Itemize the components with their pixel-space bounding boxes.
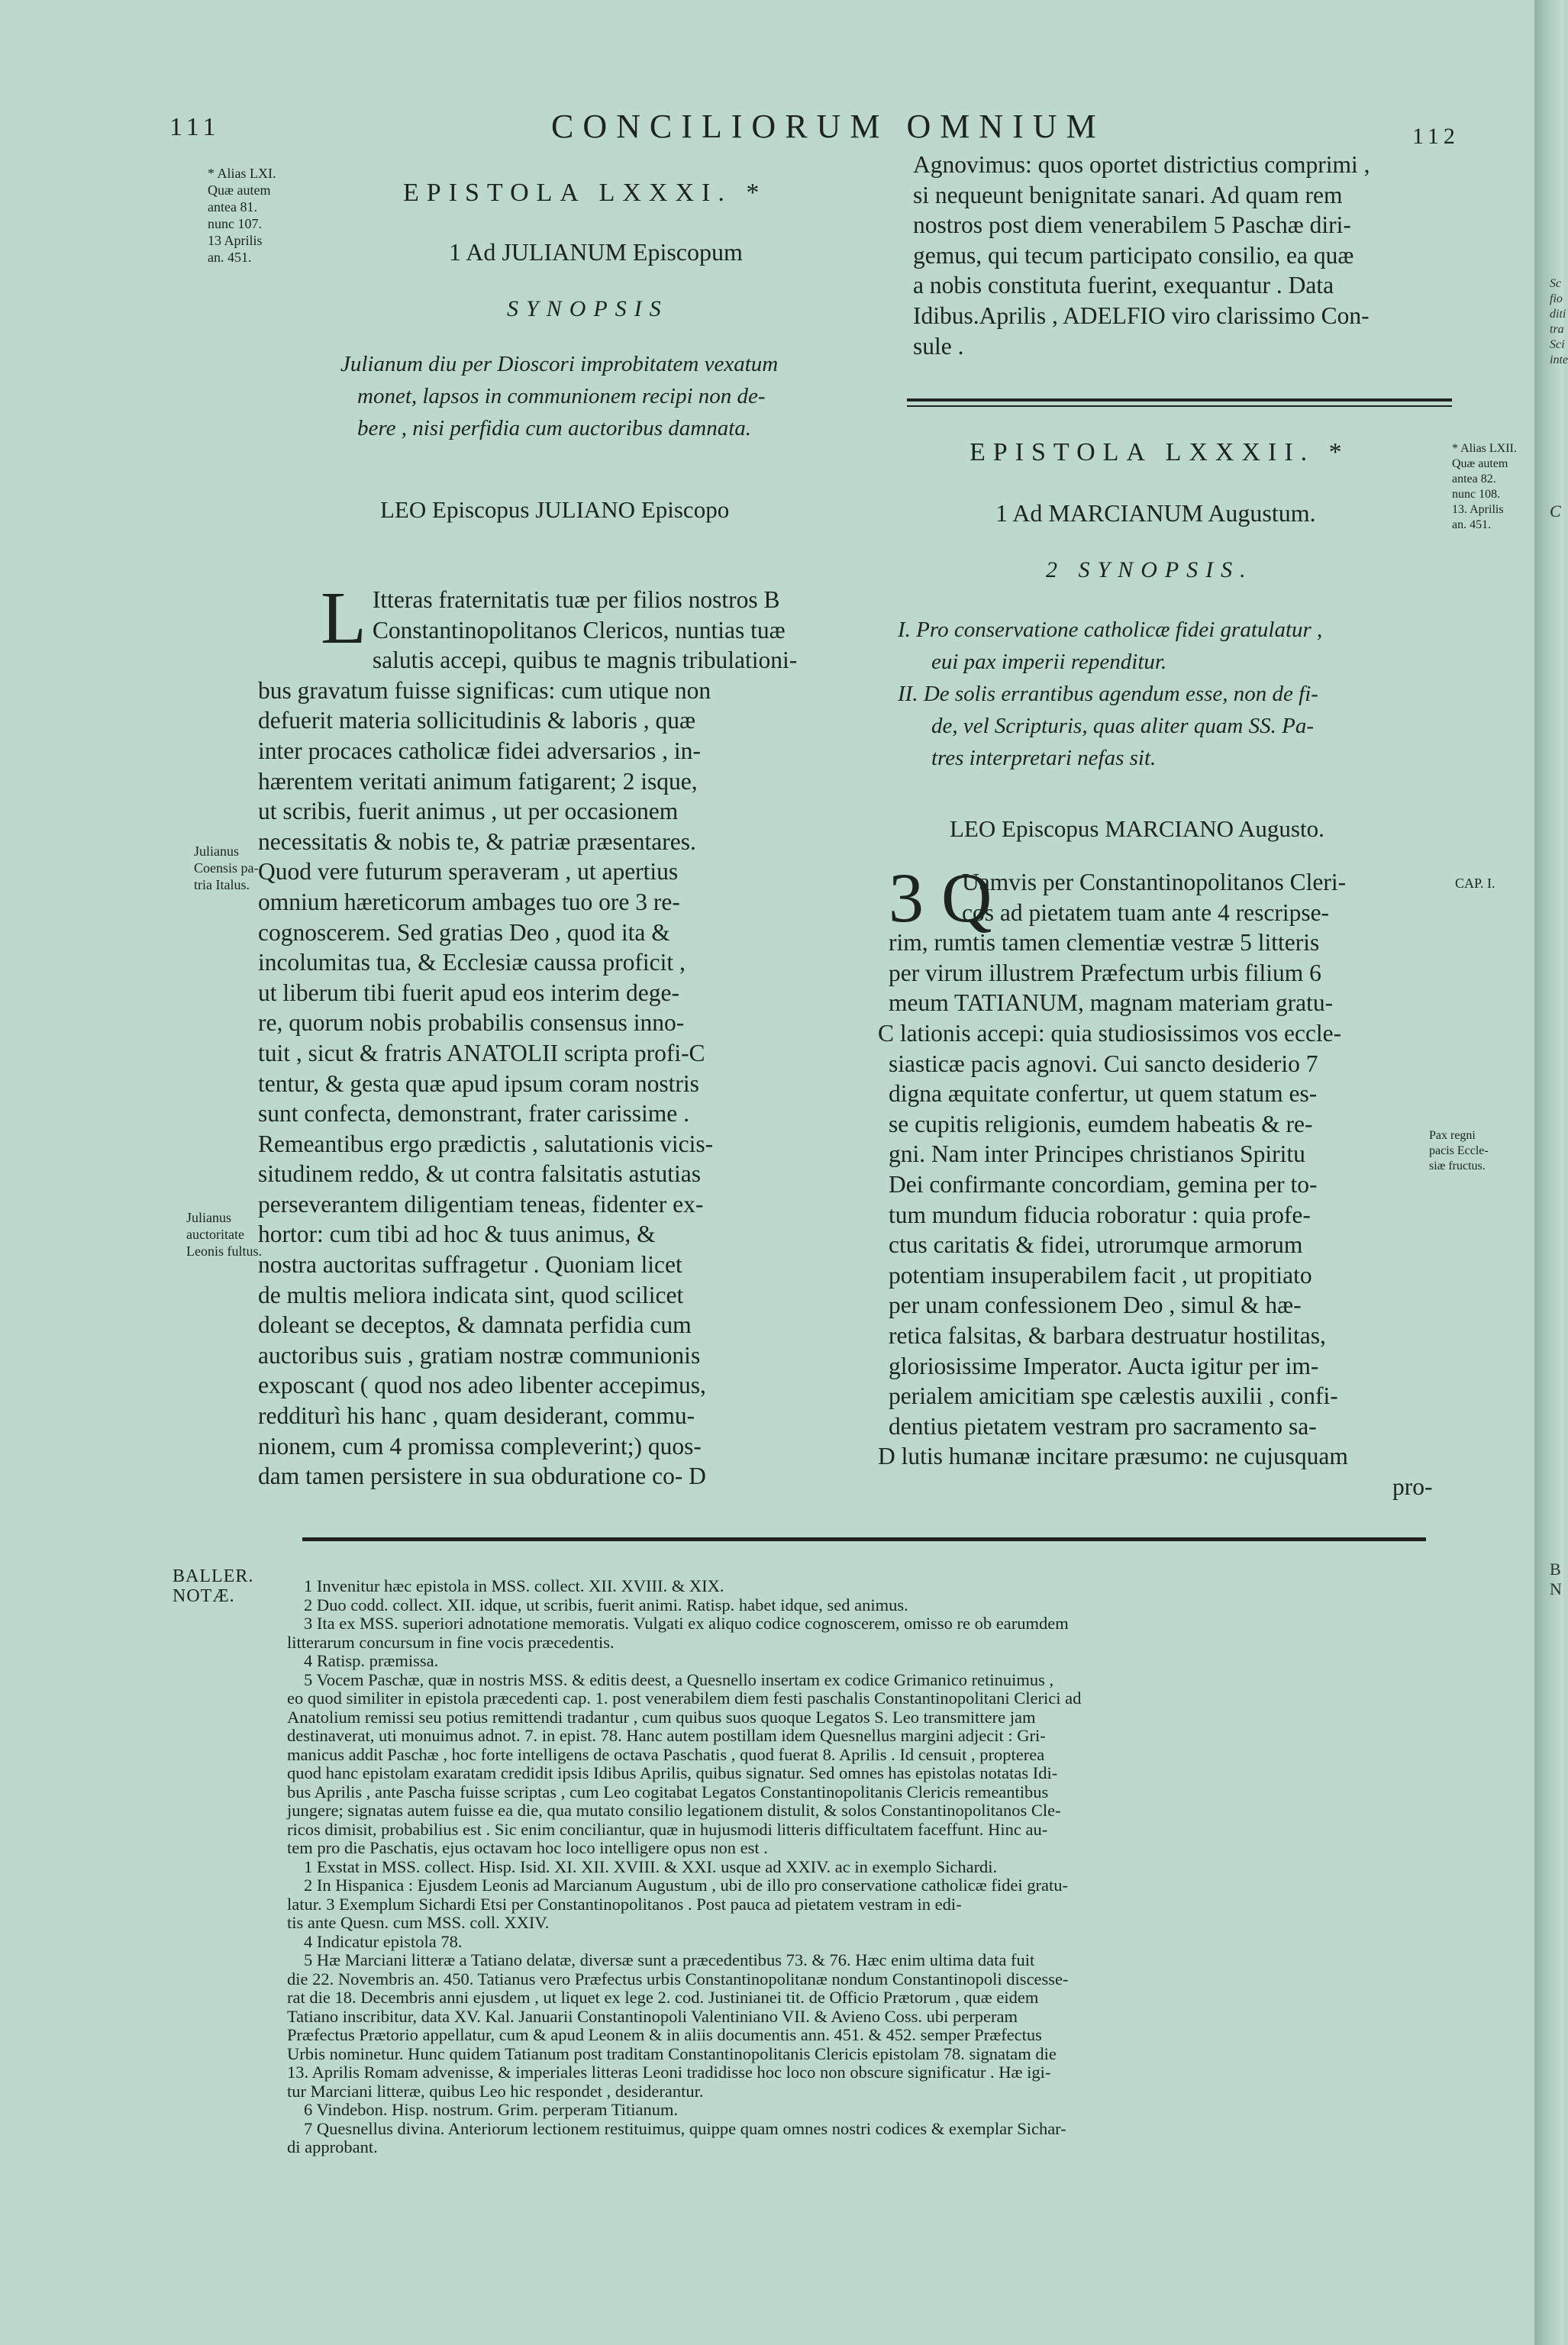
margin-note-julianus-fultus: Julianus auctoritate Leonis fultus. bbox=[186, 1210, 262, 1259]
note-line: 2 In Hispanica : Ejusdem Leonis ad Marcianum Augustum , ubi de illo pro conservatione catholicæ fidei gratu- bbox=[304, 1876, 1069, 1895]
note-line: manicus addit Paschæ , hoc forte intelligens de octava Paschatis , quod fuerat 8. Aprilis . Id censuit , propterea bbox=[287, 1744, 1045, 1764]
epistle-82-greeting: LEO Episcopus MARCIANO Augusto. bbox=[950, 815, 1324, 842]
note-line: litterarum concursum in fine vocis præcedentis. bbox=[287, 1632, 615, 1652]
note-line: quod hanc epistolam exaratam credidit ipsis Idibus Aprilis, quibus signatur. Sed omnes has epistolas notatas Idi- bbox=[287, 1763, 1058, 1782]
note-line: jungere; signatas autem fuisse ea die, qua mutato consilio legationem distulit, & solos Constantinopolitanos Cle- bbox=[287, 1801, 1061, 1820]
note-line: 6 Vindebon. Hisp. nostrum. Grim. perperam Titianum. bbox=[304, 2100, 679, 2119]
facing-page-fragment: C bbox=[1550, 502, 1561, 521]
epistle-82-title: EPISTOLA LXXXII. * bbox=[970, 438, 1350, 466]
epistle-81-synopsis-title: SYNOPSIS bbox=[507, 296, 669, 321]
note-line: 13. Aprilis Romam advenisse, & imperiales litteras Leoni tradidisse hoc loco non obscure significatur . Hæ igi- bbox=[287, 2063, 1051, 2082]
note-line: Tatiano inscribitur, data XV. Kal. Januarii Constantinopoli Valentiniano VII. & Avieno Coss. ubi perperam bbox=[287, 2006, 1018, 2026]
facing-page-fragment: B bbox=[1550, 1560, 1561, 1579]
note-line: Urbis nominetur. Hunc quidem Tatianum post traditam Constantinopolitanis Clericis epistolam 78. signatam die bbox=[287, 2043, 1057, 2063]
note-line: bus Aprilis , ante Pascha fuisse scriptas , cum Leo cogitabat Legatos Constantinopolitanis Clericis remeantibus bbox=[287, 1782, 1049, 1801]
note-line: 7 Quesnellus divina. Anteriorum lectionem restituimus, quippe quam omnes nostri codices & exemplar Sichar- bbox=[304, 2118, 1066, 2138]
epistle-81-continuation: Agnovimus: quos oportet districtius comprimi , si nequeunt benignitate sanari. Ad quam rem nostros post diem venerabilem 5 Paschæ diri- gemus, qui tecum participato consilio, ea quæ a nobis constituta fuerint, exequantur . Data Idibus.Aprilis , ADELFIO viro clarissimo Con- sule . bbox=[913, 151, 1370, 360]
note-line: 4 Ratisp. præmissa. bbox=[304, 1651, 439, 1670]
note-line: 1 Invenitur hæc epistola in MSS. collect. XII. XVIII. & XIX. bbox=[304, 1576, 724, 1595]
note-line: 5 Vocem Paschæ, quæ in nostris MSS. & editis deest, a Quesnello insertam ex codice Grimanico retinuimus , bbox=[304, 1669, 1054, 1689]
note-line: Præfectus Prætorio appellatur, cum & apud Leonem & in aliis documentis ann. 451. & 452. semper Præfectus bbox=[287, 2025, 1042, 2044]
margin-note-epistle-81: * Alias LXI. Quæ autem antea 81. nunc 107. 13 Aprilis an. 451. bbox=[208, 166, 276, 265]
note-line: 3 Ita ex MSS. superiori adnotatione memoratis. Vulgati ex aliquo codice cognoscerem, omisso re ob earumdem bbox=[304, 1614, 1069, 1633]
section-divider-rule-thin bbox=[907, 405, 1452, 407]
note-line: rat die 18. Decembris anni ejusdem , ut liquet ex lege 2. cod. Justinianei tit. de Officio Prætorum , quæ eidem bbox=[287, 1988, 1039, 2007]
note-line: latur. 3 Exemplum Sichardi Etsi per Constantinopolitanos . Post pauca ad pietatem vestram in edi- bbox=[287, 1894, 962, 1914]
epistle-82-synopsis-title: 2 SYNOPSIS. bbox=[1046, 557, 1253, 582]
note-line: 1 Exstat in MSS. collect. Hisp. Isid. XI. XII. XVIII. & XXI. usque ad XXIV. ac in exemplo Sichardi. bbox=[304, 1856, 998, 1876]
facing-page-fragment: N bbox=[1550, 1579, 1562, 1598]
epistle-81-title: EPISTOLA LXXXI. * bbox=[403, 179, 767, 207]
epistle-82-addressee: 1 Ad MARCIANUM Augustum. bbox=[995, 499, 1316, 527]
margin-note-julianus-coensis: Julianus Coensis pa- tria Italus. bbox=[194, 843, 259, 892]
note-line: tur Marciani litteræ, quibus Leo hic respondet , desiderantur. bbox=[287, 2081, 704, 2101]
editor-notes bbox=[287, 1577, 1447, 2157]
margin-note-cap-1: CAP. I. bbox=[1455, 876, 1495, 891]
note-line: die 22. Novembris an. 450. Tatianus vero Præfectus urbis Constantinopolitanæ nondum Constantinopoli discesse- bbox=[287, 1969, 1069, 1989]
note-line: di approbant. bbox=[287, 2137, 378, 2156]
epistle-82-body: 3 Q Uamvis per Constantinopolitanos Cleri- cos ad pietatem tuam ante 4 rescripse- rim, rumtis tamen clementiæ vestræ 5 litteris per virum illustrem Præfectum urbis filium 6 meum TATIANUM, magnam materiam gratu- C lationis accepi: quia studiosissimos vos eccle- siasticæ pacis agnovi. Cui sancto desiderio 7 digna æquitate confertur, ut quem statum es- se cupitis religionis, eumdem habeatis & re- gni. Nam inter Principes christianos Spiritu Dei confirmante concordiam, gemina per to- tum mundum fiducia roboratur : quia profe- ctus caritatis & fidei, utrorumque armorum potentiam insuperabilem facit , ut propitiato per unam confessionem Deo , simul & hæ- retica falsitas, & barbara destruatur hostilitas, gloriosissime Imperator. Aucta igitur per im- perialem amicitiam spe cælestis auxilii , confi- dentius pietatem vestram pro sacramento sa- D lutis humanæ incitare præsumo: ne cujusquam pro- bbox=[878, 859, 1433, 1500]
note-line: 5 Hæ Marciani litteræ a Tatiano delatæ, diversæ sunt a præcedentibus 73. & 76. Hæc enim ultima data fuit bbox=[304, 1950, 1035, 1969]
note-line: Anatolium remissi seu potius remittendi tradantur , cum quibus suos quoque Legatos S. Leo transmittere jam bbox=[287, 1707, 1036, 1727]
section-divider-rule bbox=[907, 398, 1452, 402]
epistle-81-addressee: 1 Ad JULIANUM Episcopum bbox=[449, 238, 743, 266]
facing-page-fragment: Sc fio diti tra Sci inte bbox=[1550, 277, 1568, 366]
note-line: 4 Indicatur epistola 78. bbox=[304, 1931, 463, 1951]
notes-divider-rule bbox=[302, 1537, 1426, 1541]
running-title: CONCILIORUM OMNIUM bbox=[551, 108, 1105, 145]
epistle-81-synopsis: Julianum diu per Dioscori improbitatem vexatum monet, lapsos in communionem recipi non de- bere , nisi perfidia cum auctoribus damnata. bbox=[340, 352, 779, 440]
dropcap-L: L bbox=[321, 577, 366, 660]
notes-label: BALLER. NOTÆ. bbox=[173, 1566, 254, 1606]
note-line: destinaverat, uti monuimus adnot. 7. in epist. 78. Hanc autem postillam idem Quesnellus margini adjecit : Gri- bbox=[287, 1726, 1046, 1745]
page-number-right: 112 bbox=[1412, 124, 1460, 149]
note-line: tis ante Quesn. cum MSS. coll. XXIV. bbox=[287, 1913, 550, 1932]
note-line: eo quod similiter in epistola præcedenti cap. 1. post venerabilem diem festi paschalis Constantinopolitani Clerici ad bbox=[287, 1689, 1082, 1708]
dropcap-Q: 3 Q bbox=[889, 859, 992, 937]
margin-note-pax-regni: Pax regni pacis Eccle- siæ fructus. bbox=[1429, 1129, 1489, 1172]
epistle-81-greeting: LEO Episcopus JULIANO Episcopo bbox=[380, 496, 730, 523]
margin-note-epistle-82: * Alias LXII. Quæ autem antea 82. nunc 108. 13. Aprilis an. 451. bbox=[1452, 442, 1517, 531]
epistle-82-synopsis: I. Pro conservatione catholicæ fidei gratulatur , eui pax imperii rependitur. II. De solis errantibus agendum esse, non de fi- de, vel Scripturis, quas aliter quam SS. Pa- tres interpretari nefas sit. bbox=[898, 618, 1323, 770]
note-line: 2 Duo codd. collect. XII. idque, ut scribis, fuerit animi. Ratisp. habet idque, sed animus. bbox=[304, 1595, 908, 1614]
note-line: tem pro die Paschatis, ejus octavam hoc loco intelligere opus non est . bbox=[287, 1838, 768, 1857]
epistle-81-body: L Itteras fraternitatis tuæ per filios nostros B Constantinopolitanos Clericos, nuntias tuæ salutis accepi, quibus te magnis tribulationi- bus gravatum fuisse significas: cum utique non defuerit materia sollicitudinis & laboris , quæ inter procaces catholicæ fidei adversarios , in- hærentem veritati animum fatigarent; 2 isque, ut scribis, fuerit animus , ut per occasionem necessitatis & nobis te, & patriæ præsentares. Quod vere futurum speraveram , ut apertius omnium hæreticorum ambages tuo ore 3 re- cognoscerem. Sed gratias Deo , quod ita & incolumitas tua, & Ecclesiæ caussa proficit , ut liberum tibi fuerit apud eos interim dege- re, quorum nobis probabilis consensus inno- tuit , sicut & fratris ANATOLII scripta profi-C tentur, & gesta quæ apud ipsum coram nostris sunt confecta, demonstrant, frater carissime . Remeantibus ergo prædictis , salutationis vicis- situdinem reddo, & ut contra falsitatis astutias perseverantem diligentiam teneas, fidenter ex- hortor: cum tibi ad hoc & tuus animus, & nostra auctoritas suffragetur . Quoniam licet de multis meliora indicata sint, quod scilicet doleant se deceptos, & damnata perfidia cum auctoribus suis , gratiam nostræ communionis exposcant ( quod nos adeo libenter accepimus, redditurì his hanc , quam desiderant, commu- nionem, cum 4 promissa compleverint;) quos- dam tamen persistere in sua obduratione co- D bbox=[258, 577, 798, 1490]
page-number-left: 111 bbox=[169, 113, 221, 141]
note-line: ricos dimisit, probabilius est . Sic enim conciliantur, quæ in hujusmodi litteris difficultatem faceffunt. Hinc au- bbox=[287, 1819, 1048, 1839]
